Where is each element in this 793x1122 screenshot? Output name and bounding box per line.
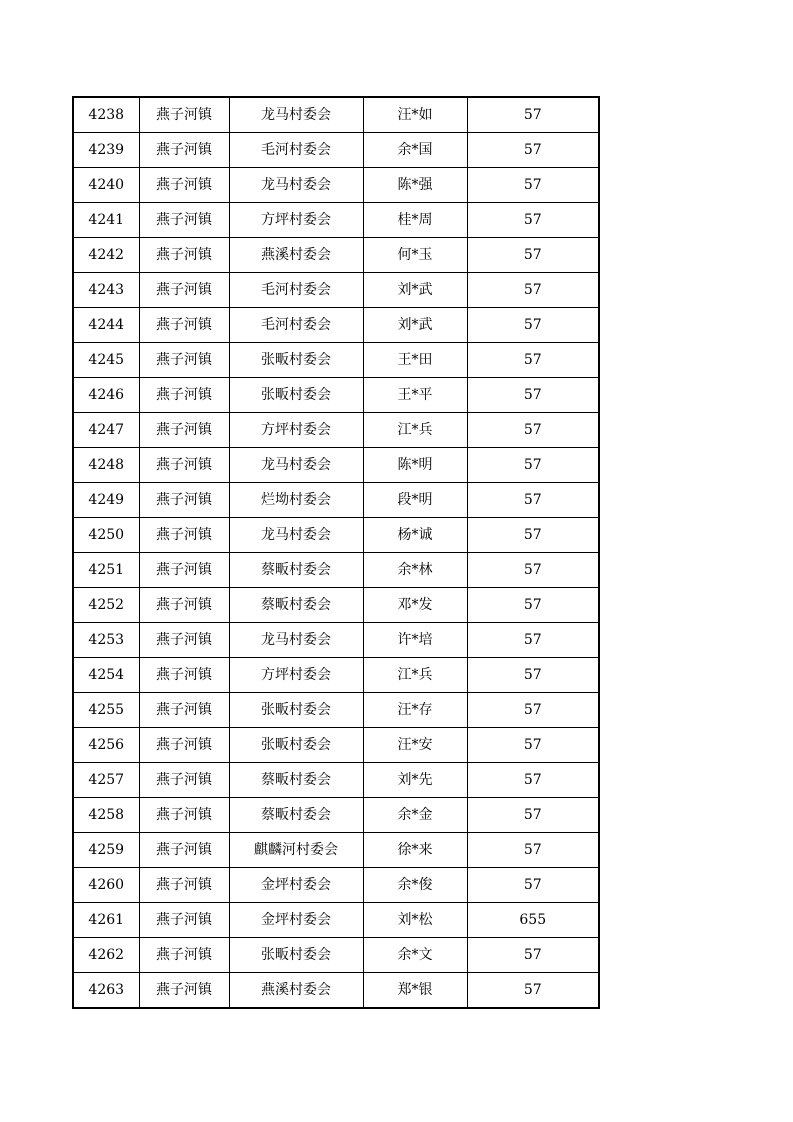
name-cell: 汪*如 (363, 97, 467, 133)
village-cell: 蔡畈村委会 (229, 553, 363, 588)
name-cell: 徐*来 (363, 833, 467, 868)
name-cell: 桂*周 (363, 203, 467, 238)
town-cell: 燕子河镇 (139, 973, 229, 1009)
table-row (73, 728, 599, 763)
village-cell: 方坪村委会 (229, 413, 363, 448)
table-row (73, 518, 599, 553)
record-id-cell: 4254 (73, 658, 139, 693)
record-id-cell: 4256 (73, 728, 139, 763)
amount-cell: 57 (467, 133, 599, 168)
village-cell: 龙马村委会 (229, 448, 363, 483)
name-cell: 陈*强 (363, 168, 467, 203)
table-row (73, 378, 599, 413)
name-cell: 余*林 (363, 553, 467, 588)
name-cell: 江*兵 (363, 413, 467, 448)
record-id-cell: 4257 (73, 763, 139, 798)
name-cell: 刘*武 (363, 308, 467, 343)
town-cell: 燕子河镇 (139, 168, 229, 203)
village-cell: 蔡畈村委会 (229, 798, 363, 833)
record-id-cell: 4239 (73, 133, 139, 168)
town-cell: 燕子河镇 (139, 588, 229, 623)
table-row (73, 203, 599, 238)
town-cell: 燕子河镇 (139, 903, 229, 938)
record-id-cell: 4247 (73, 413, 139, 448)
table-row (73, 97, 599, 133)
amount-cell: 57 (467, 868, 599, 903)
town-cell: 燕子河镇 (139, 413, 229, 448)
table-row (73, 553, 599, 588)
name-cell: 余*国 (363, 133, 467, 168)
table-row (73, 903, 599, 938)
record-id-cell: 4246 (73, 378, 139, 413)
table-row (73, 763, 599, 798)
table-row (73, 308, 599, 343)
town-cell: 燕子河镇 (139, 518, 229, 553)
village-cell: 张畈村委会 (229, 728, 363, 763)
record-id-cell: 4253 (73, 623, 139, 658)
amount-cell: 57 (467, 168, 599, 203)
amount-cell: 57 (467, 833, 599, 868)
village-cell: 龙马村委会 (229, 97, 363, 133)
village-cell: 金坪村委会 (229, 903, 363, 938)
amount-cell: 57 (467, 308, 599, 343)
name-cell: 王*平 (363, 378, 467, 413)
amount-cell: 57 (467, 483, 599, 518)
amount-cell: 57 (467, 658, 599, 693)
name-cell: 何*玉 (363, 238, 467, 273)
name-cell: 余*金 (363, 798, 467, 833)
table-row (73, 973, 599, 1009)
record-id-cell: 4244 (73, 308, 139, 343)
village-cell: 方坪村委会 (229, 658, 363, 693)
table-row (73, 588, 599, 623)
amount-cell: 57 (467, 553, 599, 588)
table-row (73, 448, 599, 483)
record-id-cell: 4240 (73, 168, 139, 203)
table-row (73, 623, 599, 658)
village-cell: 烂坳村委会 (229, 483, 363, 518)
record-id-cell: 4255 (73, 693, 139, 728)
amount-cell: 57 (467, 693, 599, 728)
table-row (73, 483, 599, 518)
name-cell: 刘*武 (363, 273, 467, 308)
record-id-cell: 4243 (73, 273, 139, 308)
record-id-cell: 4259 (73, 833, 139, 868)
amount-cell: 57 (467, 413, 599, 448)
village-cell: 燕溪村委会 (229, 238, 363, 273)
table-row (73, 343, 599, 378)
records-table-body (73, 97, 599, 1008)
town-cell: 燕子河镇 (139, 483, 229, 518)
town-cell: 燕子河镇 (139, 343, 229, 378)
town-cell: 燕子河镇 (139, 868, 229, 903)
village-cell: 蔡畈村委会 (229, 763, 363, 798)
village-cell: 龙马村委会 (229, 623, 363, 658)
village-cell: 龙马村委会 (229, 518, 363, 553)
town-cell: 燕子河镇 (139, 378, 229, 413)
name-cell: 江*兵 (363, 658, 467, 693)
record-id-cell: 4258 (73, 798, 139, 833)
table-row (73, 833, 599, 868)
name-cell: 刘*先 (363, 763, 467, 798)
table-row (73, 798, 599, 833)
town-cell: 燕子河镇 (139, 238, 229, 273)
records-table (72, 96, 600, 1009)
name-cell: 余*俊 (363, 868, 467, 903)
table-row (73, 413, 599, 448)
record-id-cell: 4262 (73, 938, 139, 973)
amount-cell: 57 (467, 728, 599, 763)
amount-cell: 57 (467, 938, 599, 973)
amount-cell: 57 (467, 518, 599, 553)
village-cell: 龙马村委会 (229, 168, 363, 203)
record-id-cell: 4248 (73, 448, 139, 483)
amount-cell: 655 (467, 903, 599, 938)
amount-cell: 57 (467, 343, 599, 378)
amount-cell: 57 (467, 588, 599, 623)
town-cell: 燕子河镇 (139, 798, 229, 833)
table-row (73, 168, 599, 203)
town-cell: 燕子河镇 (139, 623, 229, 658)
name-cell: 刘*松 (363, 903, 467, 938)
record-id-cell: 4263 (73, 973, 139, 1009)
name-cell: 汪*存 (363, 693, 467, 728)
record-id-cell: 4249 (73, 483, 139, 518)
record-id-cell: 4250 (73, 518, 139, 553)
name-cell: 许*培 (363, 623, 467, 658)
amount-cell: 57 (467, 623, 599, 658)
amount-cell: 57 (467, 238, 599, 273)
town-cell: 燕子河镇 (139, 553, 229, 588)
record-id-cell: 4261 (73, 903, 139, 938)
table-row (73, 938, 599, 973)
town-cell: 燕子河镇 (139, 693, 229, 728)
record-id-cell: 4252 (73, 588, 139, 623)
name-cell: 余*文 (363, 938, 467, 973)
record-id-cell: 4242 (73, 238, 139, 273)
name-cell: 陈*明 (363, 448, 467, 483)
table-row (73, 273, 599, 308)
town-cell: 燕子河镇 (139, 728, 229, 763)
town-cell: 燕子河镇 (139, 448, 229, 483)
village-cell: 张畈村委会 (229, 938, 363, 973)
table-row (73, 238, 599, 273)
name-cell: 杨*诚 (363, 518, 467, 553)
name-cell: 段*明 (363, 483, 467, 518)
amount-cell: 57 (467, 798, 599, 833)
village-cell: 毛河村委会 (229, 308, 363, 343)
village-cell: 金坪村委会 (229, 868, 363, 903)
village-cell: 方坪村委会 (229, 203, 363, 238)
town-cell: 燕子河镇 (139, 763, 229, 798)
table-row (73, 133, 599, 168)
town-cell: 燕子河镇 (139, 273, 229, 308)
village-cell: 张畈村委会 (229, 378, 363, 413)
town-cell: 燕子河镇 (139, 203, 229, 238)
village-cell: 毛河村委会 (229, 273, 363, 308)
name-cell: 郑*银 (363, 973, 467, 1009)
town-cell: 燕子河镇 (139, 308, 229, 343)
record-id-cell: 4245 (73, 343, 139, 378)
amount-cell: 57 (467, 448, 599, 483)
town-cell: 燕子河镇 (139, 97, 229, 133)
amount-cell: 57 (467, 273, 599, 308)
village-cell: 蔡畈村委会 (229, 588, 363, 623)
town-cell: 燕子河镇 (139, 133, 229, 168)
table-row (73, 658, 599, 693)
amount-cell: 57 (467, 763, 599, 798)
amount-cell: 57 (467, 973, 599, 1009)
record-id-cell: 4251 (73, 553, 139, 588)
village-cell: 麒麟河村委会 (229, 833, 363, 868)
record-id-cell: 4238 (73, 97, 139, 133)
village-cell: 张畈村委会 (229, 343, 363, 378)
name-cell: 王*田 (363, 343, 467, 378)
table-row (73, 868, 599, 903)
town-cell: 燕子河镇 (139, 938, 229, 973)
name-cell: 邓*发 (363, 588, 467, 623)
amount-cell: 57 (467, 203, 599, 238)
name-cell: 汪*安 (363, 728, 467, 763)
record-id-cell: 4241 (73, 203, 139, 238)
town-cell: 燕子河镇 (139, 658, 229, 693)
table-row (73, 693, 599, 728)
village-cell: 张畈村委会 (229, 693, 363, 728)
village-cell: 毛河村委会 (229, 133, 363, 168)
amount-cell: 57 (467, 97, 599, 133)
town-cell: 燕子河镇 (139, 833, 229, 868)
village-cell: 燕溪村委会 (229, 973, 363, 1009)
amount-cell: 57 (467, 378, 599, 413)
record-id-cell: 4260 (73, 868, 139, 903)
